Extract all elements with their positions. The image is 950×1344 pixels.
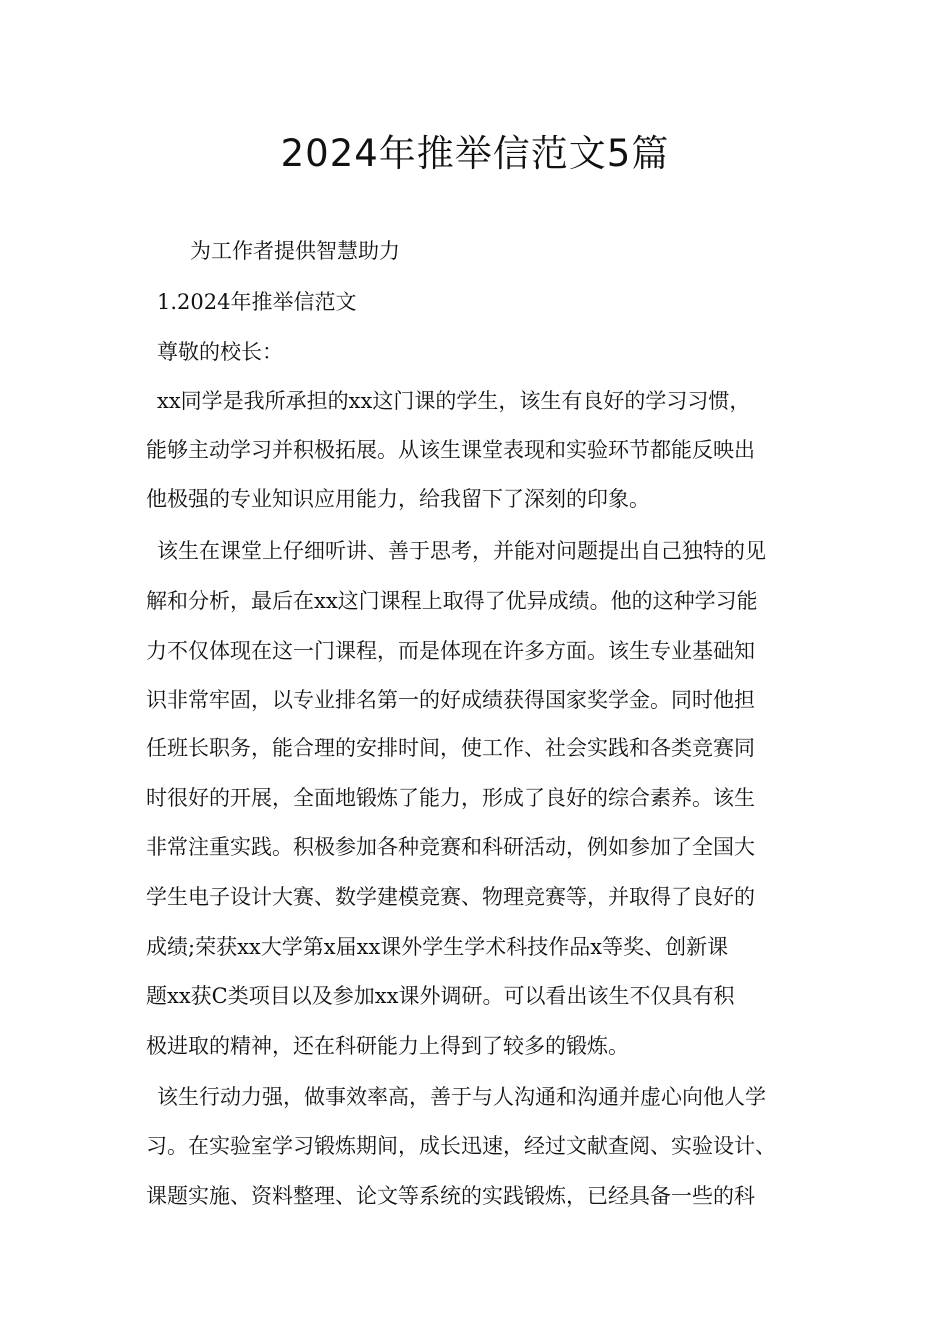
body-line: 任班长职务，能合理的安排时间，使工作、社会实践和各类竞赛同 [146, 736, 755, 760]
body-line: 成绩;荣获xx大学第x届xx课外学生学术科技作品x等奖、创新课 [146, 935, 729, 959]
document-title: 2024年推举信范文5篇 [280, 132, 670, 175]
body-line: 他极强的专业知识应用能力，给我留下了深刻的印象。 [146, 487, 650, 511]
body-line: 题xx获C类项目以及参加xx课外调研。可以看出该生不仅具有积 [146, 984, 735, 1008]
body-line: 课题实施、资料整理、论文等系统的实践锻炼，已经具备一些的科 [146, 1184, 755, 1208]
body-line: 非常注重实践。积极参加各种竞赛和科研活动，例如参加了全国大 [146, 835, 755, 859]
body-line: 解和分析，最后在xx这门课程上取得了优异成绩。他的这种学习能 [146, 589, 758, 613]
section-heading: 1.2024年推举信范文 [157, 290, 357, 314]
body-line: xx同学是我所承担的xx这门课的学生，该生有良好的学习习惯， [157, 389, 751, 413]
tagline: 为工作者提供智慧助力 [190, 239, 400, 263]
body-line: 该生在课堂上仔细听讲、善于思考，并能对问题提出自己独特的见 [157, 539, 766, 563]
body-line: 时很好的开展，全面地锻炼了能力，形成了良好的综合素养。该生 [146, 786, 755, 810]
body-line: 力不仅体现在这一门课程，而是体现在许多方面。该生专业基础知 [146, 639, 755, 663]
body-line: 习。在实验室学习锻炼期间，成长迅速，经过文献查阅、实验设计、 [146, 1134, 776, 1158]
body-line: 该生行动力强，做事效率高，善于与人沟通和沟通并虚心向他人学 [157, 1085, 766, 1109]
body-line: 极进取的精神，还在科研能力上得到了较多的锻炼。 [146, 1034, 629, 1058]
body-line: 识非常牢固，以专业排名第一的好成绩获得国家奖学金。同时他担 [146, 688, 755, 712]
salutation: 尊敬的校长： [157, 340, 283, 364]
body-line: 能够主动学习并积极拓展。从该生课堂表现和实验环节都能反映出 [146, 438, 755, 462]
body-line: 学生电子设计大赛、数学建模竞赛、物理竞赛等，并取得了良好的 [146, 885, 755, 909]
